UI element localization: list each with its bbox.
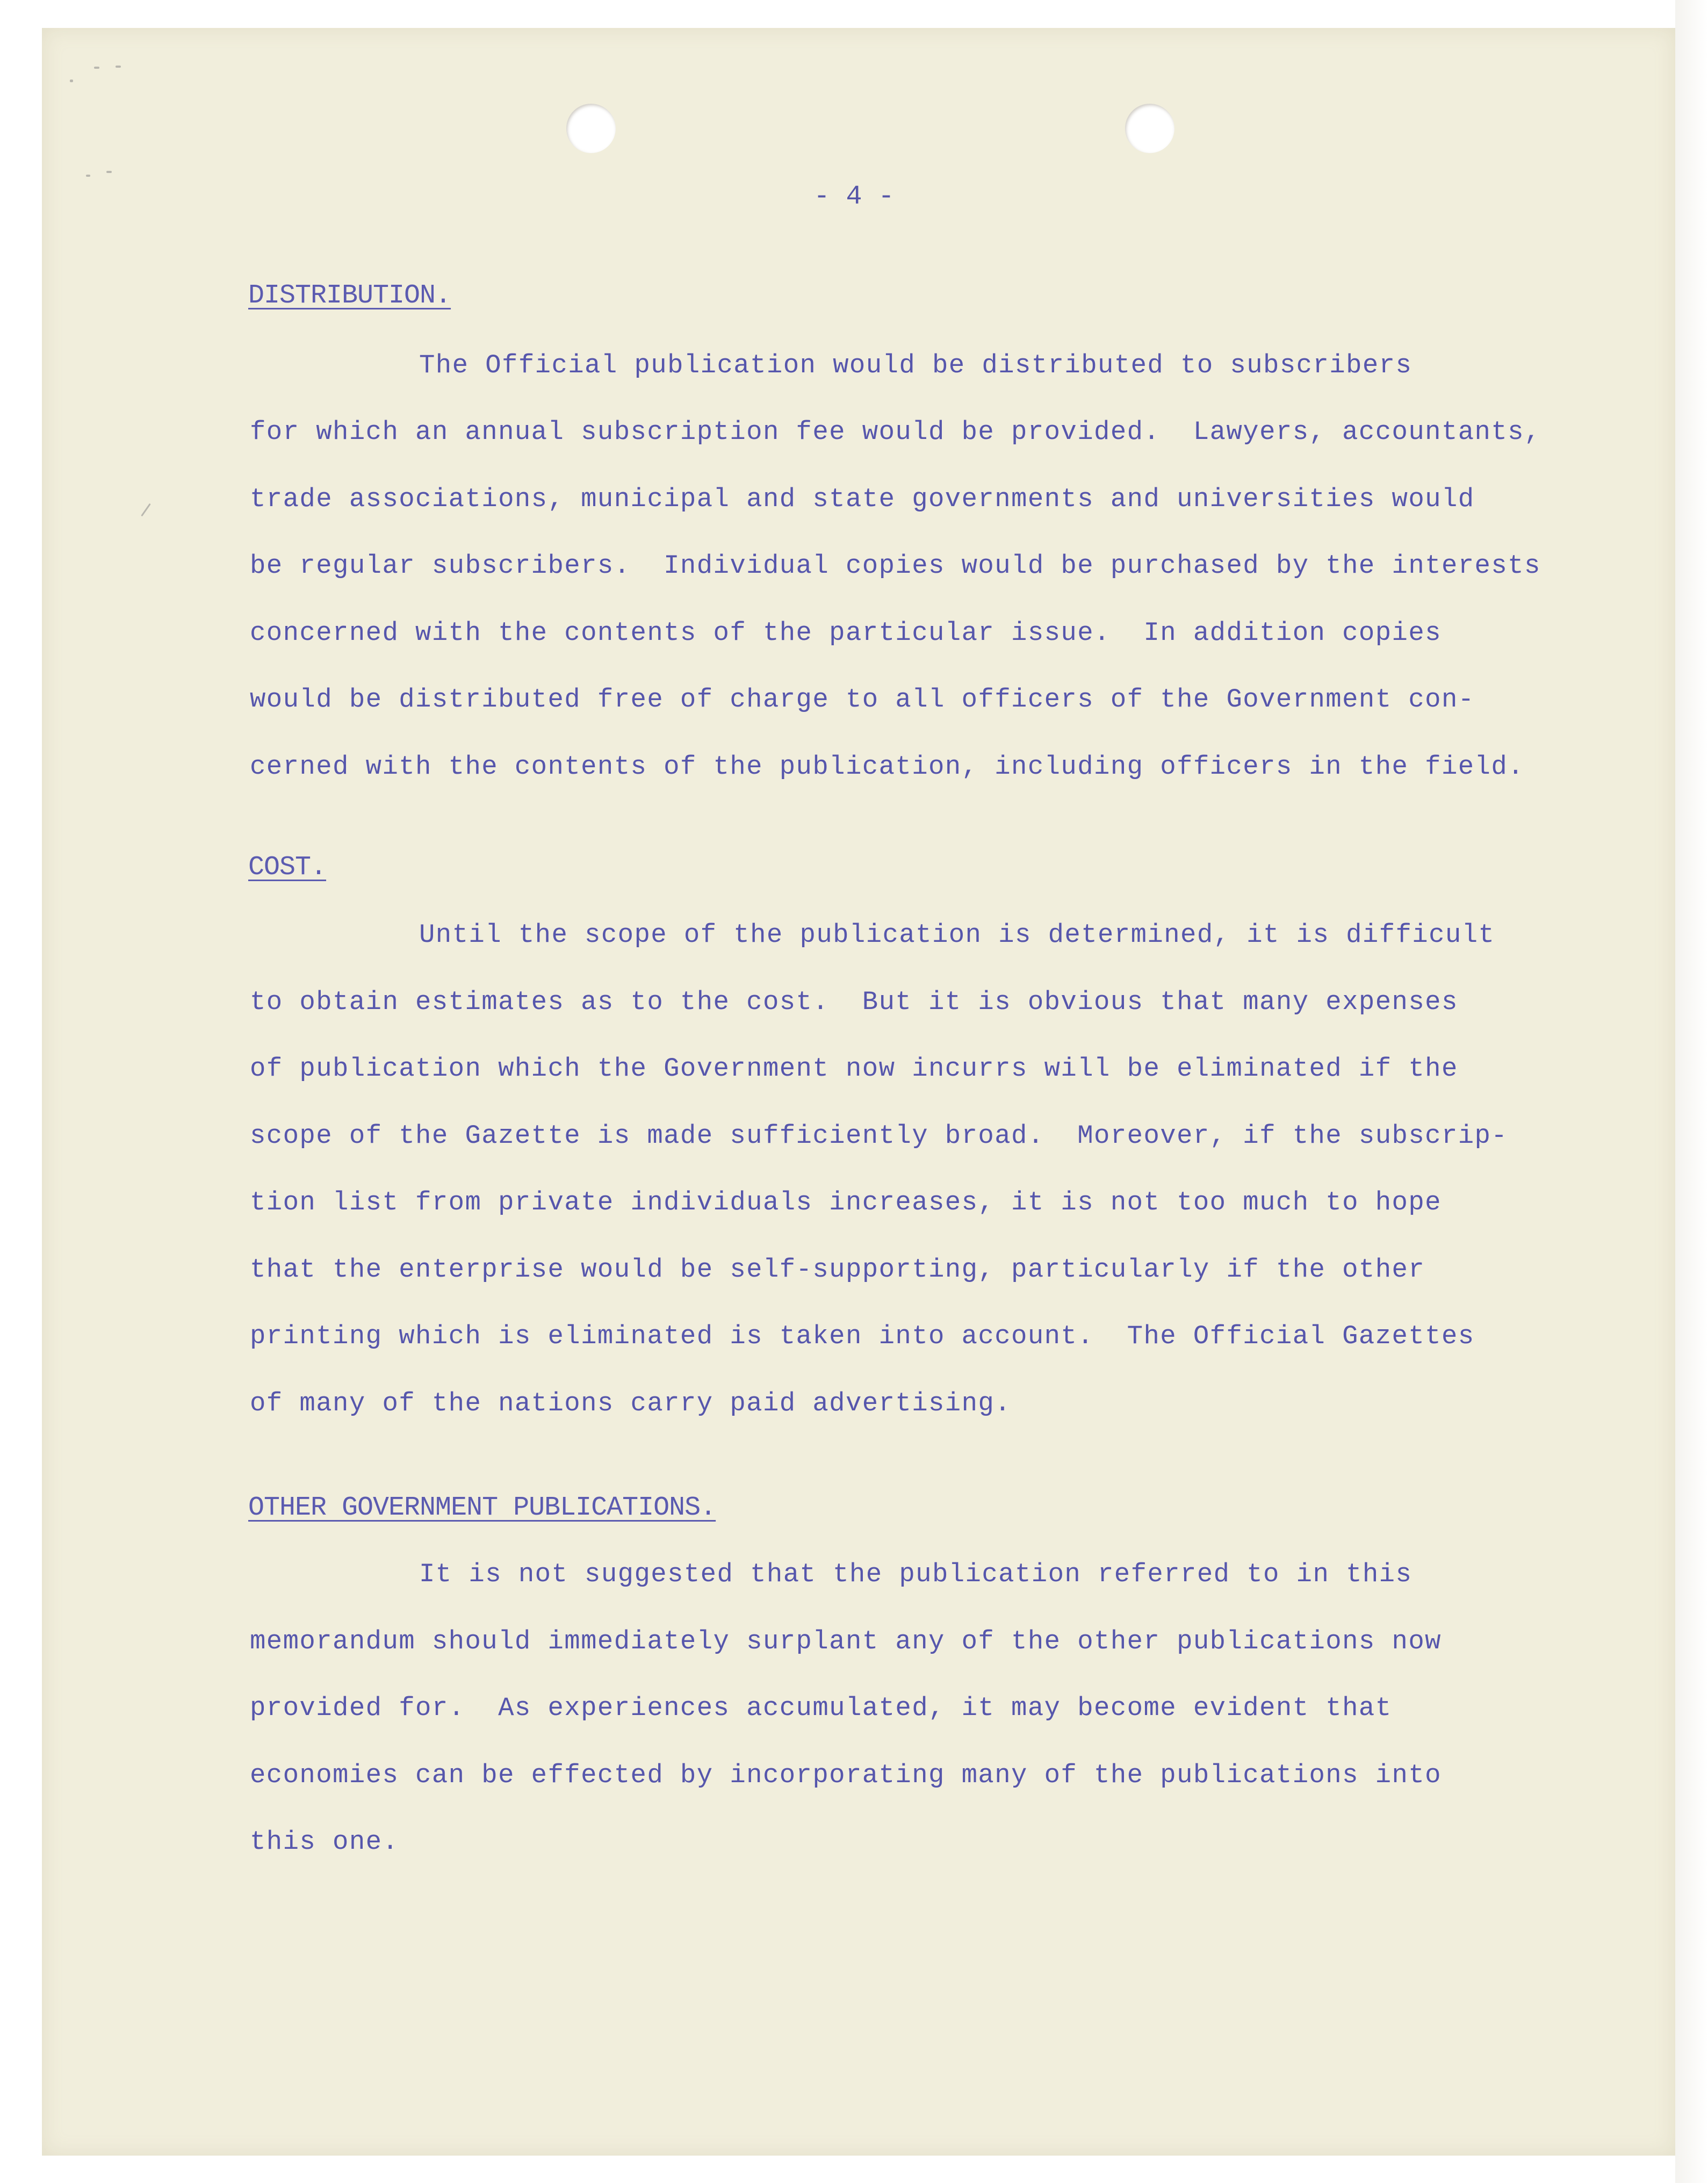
paragraph-line: Until the scope of the publication is determined, it is difficult [419, 920, 1495, 950]
paragraph-line: be regular subscribers. Individual copies would be purchased by the interests [250, 551, 1541, 581]
paragraph-line: concerned with the contents of the particular issue. In addition copies [250, 618, 1442, 648]
paragraph-line: cerned with the contents of the publication, including officers in the field. [250, 752, 1524, 782]
margin-mark [94, 67, 99, 69]
paragraph-line: of publication which the Government now incurrs will be eliminated if the [250, 1054, 1458, 1084]
paragraph-line: would be distributed free of charge to all officers of the Government con- [250, 685, 1475, 715]
paragraph-line: trade associations, municipal and state governments and universities would [250, 484, 1475, 514]
section-heading-cost: COST. [248, 852, 327, 883]
paragraph-line: The Official publication would be distributed to subscribers [419, 350, 1412, 380]
punch-hole-left [566, 104, 616, 153]
paragraph-line: printing which is eliminated is taken into account. The Official Gazettes [250, 1321, 1475, 1351]
page-number: - 4 - [813, 182, 895, 212]
paragraph-line: provided for. As experiences accumulated, it may become evident that [250, 1693, 1392, 1723]
paragraph-line: this one. [250, 1827, 399, 1857]
paragraph-line: It is not suggested that the publication referred to in this [419, 1559, 1412, 1589]
paragraph-line: economies can be effected by incorporating many of the publications into [250, 1760, 1442, 1790]
punch-hole-right [1125, 104, 1174, 153]
section-heading-distribution: DISTRIBUTION. [248, 280, 451, 311]
paragraph-line: to obtain estimates as to the cost. But it is obvious that many expenses [250, 987, 1458, 1017]
paragraph-line: scope of the Gazette is made sufficiently broad. Moreover, if the subscrip- [250, 1121, 1508, 1151]
paragraph-line: memorandum should immediately surplant any of the other publications now [250, 1626, 1442, 1656]
margin-mark [86, 175, 90, 177]
margin-mark [106, 171, 112, 173]
paragraph-line: for which an annual subscription fee would be provided. Lawyers, accountants, [250, 417, 1541, 447]
margin-mark [70, 80, 73, 82]
section-heading-other-government-publications: OTHER GOVERNMENT PUBLICATIONS. [248, 1493, 716, 1523]
margin-mark [116, 66, 121, 68]
paragraph-line: that the enterprise would be self-supporting, particularly if the other [250, 1255, 1425, 1285]
paragraph-line: tion list from private individuals increases, it is not too much to hope [250, 1187, 1442, 1217]
page-edge [1675, 0, 1708, 2183]
paragraph-line: of many of the nations carry paid advertising. [250, 1388, 1012, 1418]
